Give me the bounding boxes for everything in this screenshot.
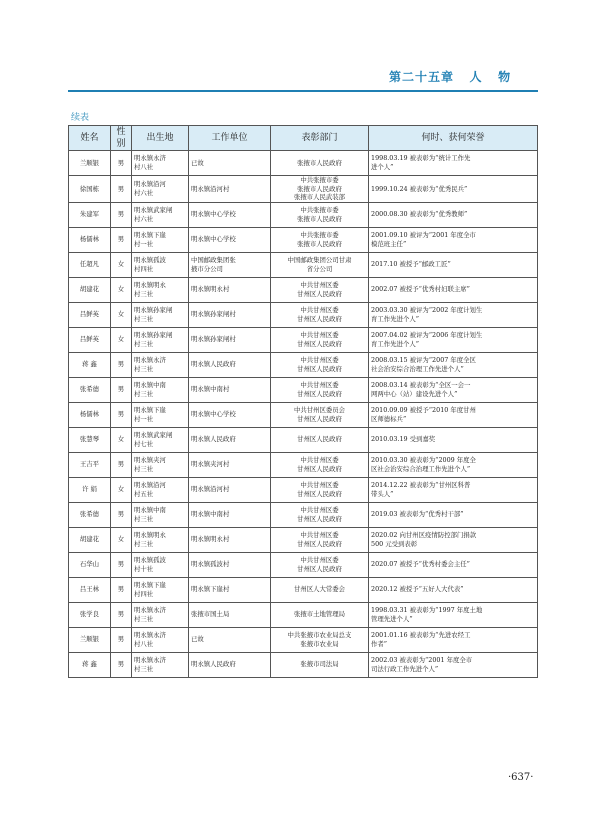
cell-name: 王吉平 (69, 452, 111, 477)
table-row (69, 377, 538, 402)
cell-workplace: 明永镇沿河村 (189, 176, 271, 203)
cell-workplace: 明永镇中心学校 (189, 227, 271, 252)
cell-workplace: 明永镇孙家闸村 (189, 302, 271, 327)
cell-birthplace: 明永镇孤波 村十社 (132, 552, 189, 577)
table-row (69, 176, 538, 203)
cell-honor: 2003.03.30 被评为“2002 年度计划生 育工作先进个人” (369, 302, 538, 327)
table-row (69, 527, 538, 552)
cell-honor: 2001.09.10 被评为“2001 年度全市 模范班主任” (369, 227, 538, 252)
cell-gender: 男 (111, 552, 132, 577)
cell-department: 中共甘州区委 甘州区人民政府 (271, 527, 369, 552)
table-row (69, 327, 538, 352)
cell-department: 中共张掖市委 张掖市人民政府 (271, 202, 369, 227)
cell-department: 中共甘州区委 甘州区人民政府 (271, 452, 369, 477)
cell-honor: 2017.10 被授予“邮政工匠” (369, 252, 538, 277)
header-divider (68, 90, 538, 92)
cell-gender: 男 (111, 151, 132, 176)
cell-birthplace: 明永镇沿河 村五社 (132, 477, 189, 502)
cell-workplace: 已故 (189, 627, 271, 652)
cell-birthplace: 明永镇孙家闸 村三社 (132, 327, 189, 352)
cell-department: 中国邮政集团公司甘肃 省分公司 (271, 252, 369, 277)
cell-name: 吕鲜英 (69, 302, 111, 327)
cell-birthplace: 明永镇永济 村三社 (132, 602, 189, 627)
cell-department: 张掖市土地管理局 (271, 602, 369, 627)
cell-gender: 女 (111, 427, 132, 452)
cell-gender: 男 (111, 402, 132, 427)
cell-workplace: 明永镇人民政府 (189, 652, 271, 677)
cell-gender: 男 (111, 176, 132, 203)
cell-name: 张希德 (69, 377, 111, 402)
table-row (69, 227, 538, 252)
table-row (69, 577, 538, 602)
cell-birthplace: 明永镇下崖 村四社 (132, 577, 189, 602)
column-header-name: 姓名 (69, 126, 111, 151)
cell-honor: 1999.10.24 被表彰为“优秀民兵” (369, 176, 538, 203)
cell-department: 中共甘州区委 甘州区人民政府 (271, 502, 369, 527)
cell-birthplace: 明永镇中南 村三社 (132, 502, 189, 527)
cell-honor: 2014.12.22 被表彰为“甘州区科普 带头人” (369, 477, 538, 502)
cell-name: 张希德 (69, 502, 111, 527)
cell-name: 张慧琴 (69, 427, 111, 452)
cell-name: 任超凡 (69, 252, 111, 277)
cell-birthplace: 明永镇永济 村三社 (132, 652, 189, 677)
table-row (69, 277, 538, 302)
cell-birthplace: 明永镇夹河 村三社 (132, 452, 189, 477)
table-row (69, 552, 538, 577)
cell-gender: 男 (111, 202, 132, 227)
cell-workplace: 明永镇中心学校 (189, 402, 271, 427)
cell-honor: 2020.12 被授予“五好人大代表” (369, 577, 538, 602)
cell-department: 中共张掖市农业局总支 张掖市农业局 (271, 627, 369, 652)
cell-workplace: 明永镇人民政府 (189, 427, 271, 452)
table-row (69, 151, 538, 176)
cell-honor: 2020.02 向甘州区疫情防控部门捐款 500 元受到表彰 (369, 527, 538, 552)
column-header-workplace: 工作单位 (189, 126, 271, 151)
cell-department: 中共甘州区委 甘州区人民政府 (271, 552, 369, 577)
cell-gender: 男 (111, 627, 132, 652)
table-body (69, 151, 538, 678)
cell-workplace: 明永镇人民政府 (189, 352, 271, 377)
cell-honor: 2001.01.16 被表彰为“先进农经工 作者” (369, 627, 538, 652)
table-row (69, 477, 538, 502)
cell-workplace: 明永镇中心学校 (189, 202, 271, 227)
page-number: ·637· (508, 772, 534, 783)
column-header-honor: 何时、获何荣誉 (369, 126, 538, 151)
cell-workplace: 中国邮政集团张 掖市分公司 (189, 252, 271, 277)
cell-birthplace: 明永镇明永 村三社 (132, 277, 189, 302)
cell-honor: 2008.03.14 被表彰为“全区一会一 网两中心（站）建设先进个人” (369, 377, 538, 402)
cell-department: 中共甘州区委 甘州区人民政府 (271, 477, 369, 502)
cell-gender: 女 (111, 477, 132, 502)
table-row (69, 302, 538, 327)
cell-name: 徐国栋 (69, 176, 111, 203)
cell-honor: 2002.07 被授予“优秀村妇联主席” (369, 277, 538, 302)
cell-honor: 2020.07 被授予“优秀村委会主任” (369, 552, 538, 577)
cell-birthplace: 明永镇明永 村三社 (132, 527, 189, 552)
table-row (69, 627, 538, 652)
cell-name: 张学良 (69, 602, 111, 627)
cell-workplace: 明永镇沿河村 (189, 477, 271, 502)
table-row (69, 202, 538, 227)
cell-gender: 女 (111, 252, 132, 277)
cell-gender: 男 (111, 602, 132, 627)
cell-gender: 男 (111, 452, 132, 477)
chapter-title: 第二十五章 人 物 (389, 70, 512, 84)
cell-honor: 2002.03 被表彰为“2001 年度全市 司法行政工作先进个人” (369, 652, 538, 677)
cell-gender: 男 (111, 652, 132, 677)
cell-workplace: 明永镇中南村 (189, 502, 271, 527)
cell-workplace: 明永镇明永村 (189, 277, 271, 302)
cell-department: 中共甘州区委员会 甘州区人民政府 (271, 402, 369, 427)
cell-birthplace: 明永镇下崖 村一社 (132, 227, 189, 252)
cell-birthplace: 明永镇中南 村三社 (132, 377, 189, 402)
cell-workplace: 明永镇下崖村 (189, 577, 271, 602)
cell-birthplace: 明永镇武家闸 村六社 (132, 202, 189, 227)
cell-workplace: 明永镇孙家闸村 (189, 327, 271, 352)
cell-honor: 2000.08.30 被表彰为“优秀教师” (369, 202, 538, 227)
cell-department: 中共甘州区委 甘州区人民政府 (271, 377, 369, 402)
cell-gender: 男 (111, 577, 132, 602)
cell-honor: 2008.03.15 被评为“2007 年度全区 社会治安综合治理工作先进个人” (369, 352, 538, 377)
cell-gender: 男 (111, 227, 132, 252)
cell-name: 蒋 鑫 (69, 652, 111, 677)
cell-honor: 2007.04.02 被评为“2006 年度计划生 育工作先进个人” (369, 327, 538, 352)
cell-workplace: 明永镇明永村 (189, 527, 271, 552)
cell-gender: 女 (111, 302, 132, 327)
cell-name: 胡建花 (69, 527, 111, 552)
cell-department: 中共甘州区委 甘州区人民政府 (271, 302, 369, 327)
cell-department: 中共张掖市委 张掖市人民政府 (271, 227, 369, 252)
cell-honor: 2019.03 被表彰为“优秀村干部” (369, 502, 538, 527)
cell-workplace: 已故 (189, 151, 271, 176)
cell-name: 石华山 (69, 552, 111, 577)
cell-birthplace: 明永镇沿河 村六社 (132, 176, 189, 203)
cell-gender: 男 (111, 377, 132, 402)
cell-workplace: 明永镇孤波村 (189, 552, 271, 577)
cell-workplace: 明永镇夹河村 (189, 452, 271, 477)
cell-department: 张掖市人民政府 (271, 151, 369, 176)
cell-name: 胡建花 (69, 277, 111, 302)
cell-honor: 2010.09.09 被授予“2010 年度甘州 区师德标兵” (369, 402, 538, 427)
honors-table (68, 125, 538, 678)
cell-name: 吕王林 (69, 577, 111, 602)
cell-birthplace: 明永镇孙家闸 村三社 (132, 302, 189, 327)
cell-name: 兰顺银 (69, 627, 111, 652)
cell-birthplace: 明永镇永济 村八社 (132, 151, 189, 176)
cell-name: 杨儒林 (69, 402, 111, 427)
cell-department: 甘州区人大常委会 (271, 577, 369, 602)
cell-name: 杨儒林 (69, 227, 111, 252)
cell-department: 中共甘州区委 甘州区人民政府 (271, 352, 369, 377)
cell-department: 中共甘州区委 甘州区人民政府 (271, 327, 369, 352)
cell-gender: 男 (111, 502, 132, 527)
cell-honor: 2010.03.19 受到嘉奖 (369, 427, 538, 452)
cell-birthplace: 明永镇下崖 村一社 (132, 402, 189, 427)
cell-name: 朱建军 (69, 202, 111, 227)
cell-honor: 1998.03.31 被表彰为“1997 年度土地 管理先进个人” (369, 602, 538, 627)
column-header-department: 表彰部门 (271, 126, 369, 151)
cell-birthplace: 明永镇孤波 村四社 (132, 252, 189, 277)
cell-birthplace: 明永镇武家闸 村七社 (132, 427, 189, 452)
table-row (69, 502, 538, 527)
cell-name: 吕鲜英 (69, 327, 111, 352)
table-row (69, 402, 538, 427)
cell-gender: 女 (111, 327, 132, 352)
cell-birthplace: 明永镇永济 村八社 (132, 627, 189, 652)
table-row (69, 652, 538, 677)
cell-gender: 男 (111, 352, 132, 377)
table-row (69, 352, 538, 377)
cell-name: 蒋 鑫 (69, 352, 111, 377)
cell-birthplace: 明永镇永济 村三社 (132, 352, 189, 377)
cell-department: 甘州区人民政府 (271, 427, 369, 452)
column-header-gender: 性别 (111, 126, 132, 151)
column-header-birthplace: 出生地 (132, 126, 189, 151)
cell-gender: 女 (111, 527, 132, 552)
cell-name: 许 娟 (69, 477, 111, 502)
cell-honor: 2010.03.30 被表彰为“2009 年度全 区社会治安综合治理工作先进个人” (369, 452, 538, 477)
cell-gender: 女 (111, 277, 132, 302)
cell-name: 兰顺银 (69, 151, 111, 176)
cell-workplace: 张掖市国土局 (189, 602, 271, 627)
table-row (69, 252, 538, 277)
table-row (69, 602, 538, 627)
cell-department: 中共甘州区委 甘州区人民政府 (271, 277, 369, 302)
cell-honor: 1998.03.19 被表彰为“统计工作先 进个人” (369, 151, 538, 176)
cell-department: 中共张掖市委 张掖市人民政府 张掖市人民武装部 (271, 176, 369, 203)
continued-label: 续表 (71, 113, 90, 123)
table-header-row (69, 126, 538, 151)
cell-workplace: 明永镇中南村 (189, 377, 271, 402)
table-row (69, 452, 538, 477)
table-row (69, 427, 538, 452)
cell-department: 张掖市司法局 (271, 652, 369, 677)
